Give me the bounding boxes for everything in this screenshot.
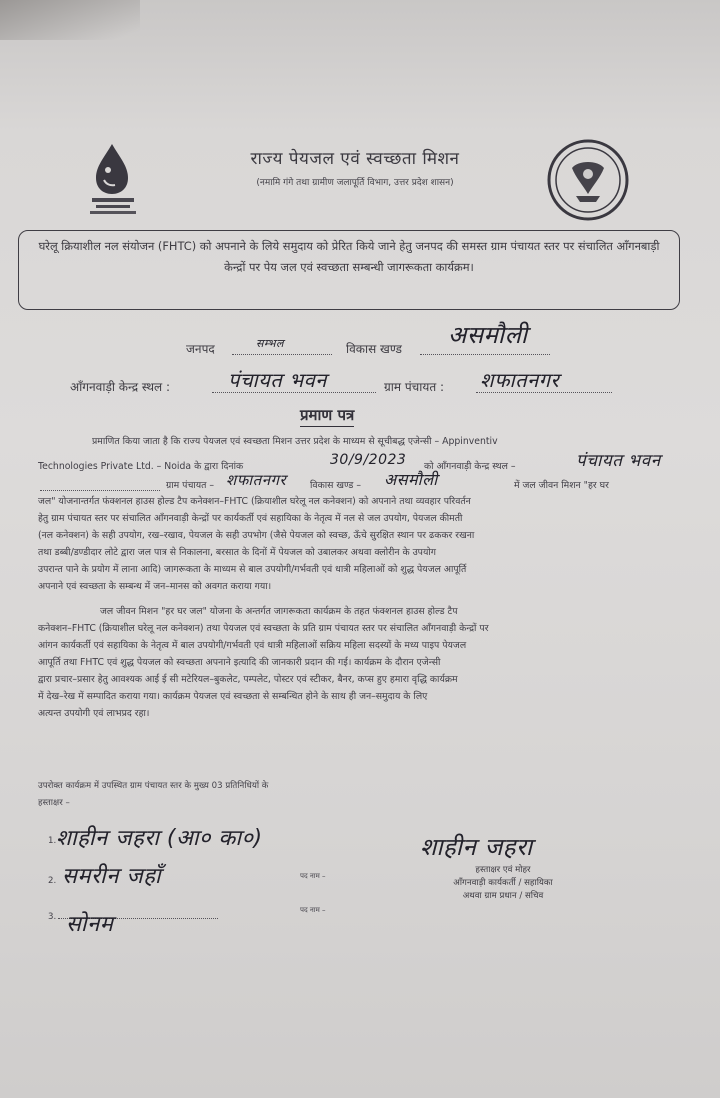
para1-rest-6: अपनाने एवं स्वच्छता के सम्बन्ध में जन–मानस को अवगत कराया गया। [38,581,272,592]
para2-line3: आंगन कार्यकर्ती एवं सहायिका के नेतृत्व में बाल उपयोगी/गर्भवती एवं धात्री महिलाओं सक्रिय महिला सदस्यों के मध्य पाइप पेयजल [38,640,467,651]
right-signature: शाहीन जहरा [420,833,533,861]
para2-line6: में देख–रेख में सम्पादित कराया गया। कार्यक्रम पेयजल एवं स्वच्छता से सम्बन्धित होने के साथ ही जन–समुदाय के लिए [38,691,428,702]
signature-2-number: 2. [48,876,57,886]
para1-rest-3: (नल कनेक्शन) के सही उपयोग, रख–रखाव, पेयजल के सही उपभोग (जैसे पेयजल को स्वच्छ, ऊँचे सुरक्षित स्थान पर ढककर रखना [38,530,475,541]
header-subtitle: (नमामि गंगे तथा ग्रामीण जलापूर्ति विभाग, उत्तर प्रदेश शासन) [256,178,454,188]
para1-blank-line [40,490,160,491]
right-caption-1: हस्ताक्षर एवं मोहर [475,865,531,875]
signature-2-name: समरीन जहाँ [62,864,162,889]
para2-line7: अत्यन्त उपयोगी एवं लाभप्रद रहा। [38,708,150,719]
page-shadow [0,0,140,40]
para1-line1: प्रमाणित किया जाता है कि राज्य पेयजल एवं स्वच्छता मिशन उत्तर प्रदेश के माध्यम से सूचीबद्ध एजेन्सी – Appinventiv [92,436,498,447]
district-value: सम्भल [256,337,284,350]
para1-line3c: में जल जीवन मिशन "हर घर [514,480,609,491]
para2-line4: आपूर्ति तथा FHTC एवं शुद्ध पेयजल को स्वच्छता अपनाने इत्यादि की जानकारी प्रदान की गई। कार्यक्रम के दौरान एजेन्सी [38,657,441,668]
signatories-intro: उपरोक्त कार्यक्रम में उपस्थित ग्राम पंचायत स्तर के मुख्य 03 प्रतिनिधियों के [38,781,269,791]
signature-1-name: शाहीन जहरा (आ० का०) [56,826,263,851]
center-value: पंचायत भवन [228,368,327,392]
block-line [420,354,550,355]
header-title: राज्य पेयजल एवं स्वच्छता मिशन [250,149,460,169]
para2-line5: द्वारा प्रचार–प्रसार हेतु आवश्यक आई ई सी मटेरियल–बुकलेट, पम्पलेट, पोस्टर एवं स्टीकर, बैनर, कप्स हुए हमारा वृद्धि कार्यक्रम [38,674,458,685]
block-value: असमौली [448,321,528,349]
district-line [232,354,332,355]
para1-rest-2: हेतु ग्राम पंचायत स्तर पर संचालित आँगनवाड़ी केन्द्रों पर कार्यकर्ती एवं सहायिका के नेतृत्व में नल से जल उपयोग, पेयजल कीमती [38,513,463,524]
para1-rest-5: उपरान्त पाने के प्रयोग में लाना आदि) जागरूकता के माध्यम से बाल उपयोगी/गर्भवती एवं धात्री महिलाओं को शुद्ध पेयजल आपूर्ति [38,564,467,575]
para2-line2: कनेक्शन–FHTC (क्रियाशील घरेलू नल कनेक्शन) तथा पेयजल एवं स्वच्छता के प्रति ग्राम पंचायत स्तर पर संचालित आँगनवाड़ी केन्द्रों पर [38,623,489,634]
para1-line3b: विकास खण्ड – [310,480,361,491]
para1-rest-4: तथा डब्बी/डण्डीदार लोटे द्वारा जल पात्र से निकालना, बरसात के दिनों में पेयजल को उबालकर अथवा क्लोरीन के उपयोग [38,547,436,558]
panchayat-hand: शफातनगर [226,471,287,489]
block-hand: असमौली [384,470,438,489]
panchayat-label: ग्राम पंचायत : [384,380,445,394]
panchayat-value: शफातनगर [480,368,560,392]
para1-line2b: को आँगनवाड़ी केन्द्र स्थल – [424,461,516,472]
certificate-title: प्रमाण पत्र [300,405,354,427]
signature-3-post: पद नाम – [300,906,326,914]
district-label: जनपद [186,342,215,356]
date-value: 30/9/2023 [330,452,407,468]
signature-2-post: पद नाम – [300,872,326,880]
para2-line1: जल जीवन मिशन "हर घर जल" योजना के अन्तर्गत जागरूकता कार्यक्रम के तहत फंक्शनल हाउस होल्ड टैप [100,606,458,617]
block-label: विकास खण्ड [346,342,402,356]
para1-rest-1: जल" योजनान्तर्गत फंक्शनल हाउस होल्ड टैप कनेक्शन–FHTC (क्रियाशील घरेलू नल कनेक्शन) को अपनाने तथा व्यवहार परिवर्तन [38,496,471,507]
signature-3-number: 3. [48,912,57,922]
uttar-pradesh-emblem [546,138,630,222]
center-label: आँगनवाड़ी केन्द्र स्थल : [70,380,171,394]
right-caption-3: अथवा ग्राम प्रधान / सचिव [462,891,544,901]
right-caption-2: आँगनवाड़ी कार्यकर्ती / सहायिका [453,878,553,888]
signature-3-name: सोनम [66,912,114,937]
signatories-intro-2: हस्ताक्षर – [38,798,70,808]
para1-line2a: Technologies Private Ltd. – Noida के द्वारा दिनांक [38,461,244,472]
signature-1-number: 1. [48,836,57,846]
jal-jeevan-mission-logo [82,140,148,220]
center-hand: पंचायत भवन [576,451,661,471]
para1-line3a: ग्राम पंचायत – [166,480,215,491]
program-banner: घरेलू क्रियाशील नल संयोजन (FHTC) को अपनाने के लिये समुदाय को प्रेरित किये जाने हेतु जनपद की समस्त ग्राम पंचायत स्तर पर संचालित आँगनबाड़ी केन्द्रों पर पेय जल एवं स्वच्छता सम्बन्धी जागरूकता कार्यक्रम। [18,230,680,310]
